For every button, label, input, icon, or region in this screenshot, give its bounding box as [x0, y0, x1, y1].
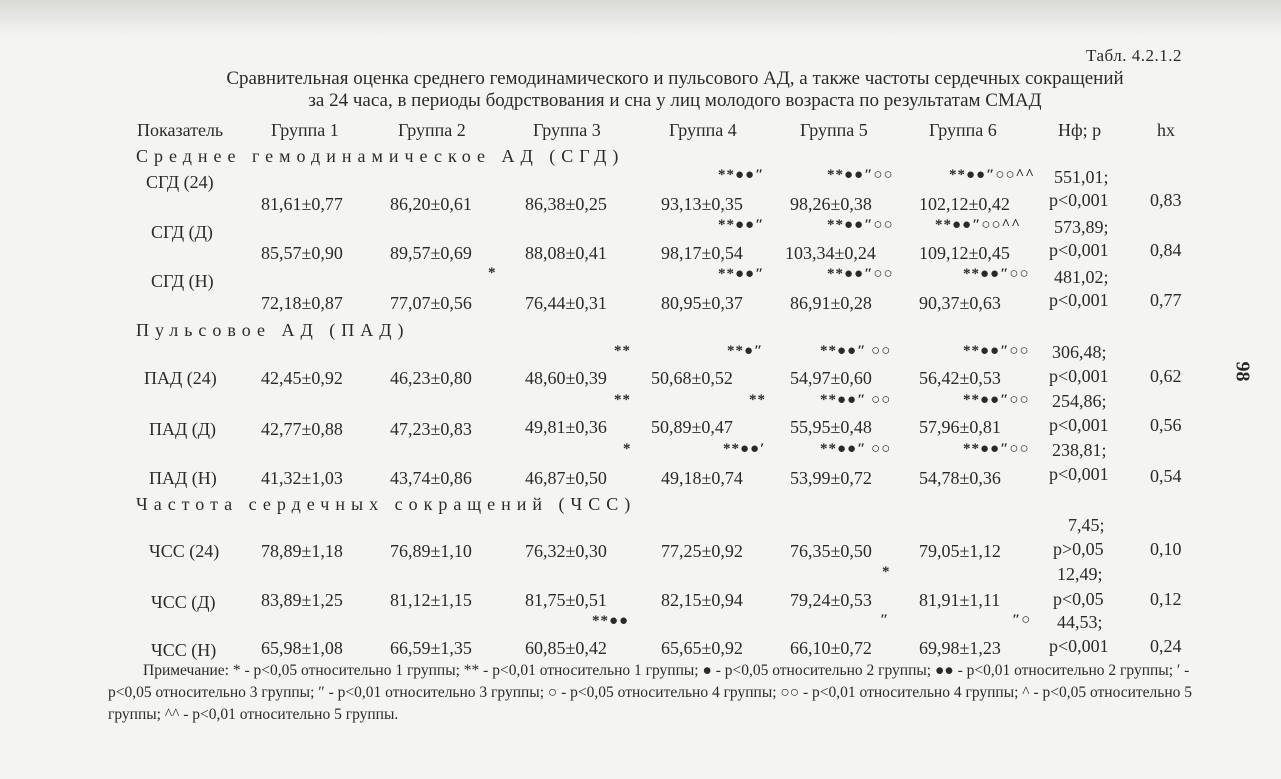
mark-r5-g3: * [623, 441, 632, 457]
label-r6: ЧСС (24) [149, 541, 220, 561]
val-r1-g4: 98,17±0,54 [661, 243, 743, 263]
nf-r4: 254,86; [1052, 391, 1107, 411]
val-r2-g5: 86,91±0,28 [790, 293, 872, 313]
p-r1: p<0,001 [1049, 240, 1109, 260]
val-r7-g4: 82,15±0,94 [661, 590, 743, 610]
scan-shadow [0, 0, 1281, 36]
footnote-text: Примечание: * - р<0,05 относительно 1 группы; ** - р<0,01 относительно 1 группы; ● - р<0,05 относительно 2 группы; ●● - р<0,01 относительно 2 группы; ′ - р<0,05 относительно 3 группы; ″ - р<0,01 относительно 3 группы; ○ - р<0,05 относительно 4 группы; ○○ - р<0,01 относительно 4 группы; ^ - р<0,05 относительно 5 группы; ^^ - р<0,01 относительно 5 группы. [108, 662, 1193, 723]
hx-r8: 0,24 [1150, 636, 1182, 656]
val-r5-g3: 46,87±0,50 [525, 468, 607, 488]
page-number-side: 98 [1231, 361, 1254, 382]
val-r1-g6: 109,12±0,45 [919, 243, 1010, 263]
header-indicator: Показатель [137, 120, 224, 140]
val-r5-g5: 53,99±0,72 [790, 468, 872, 488]
val-r2-g4: 80,95±0,37 [661, 293, 743, 313]
val-r3-g3: 48,60±0,39 [525, 368, 607, 388]
hx-r5: 0,54 [1150, 466, 1182, 486]
label-r2: СГД (Н) [151, 271, 214, 291]
header-group-2: Группа 2 [398, 120, 466, 140]
nf-r3: 306,48; [1052, 342, 1107, 362]
val-r4-g5: 55,95±0,48 [790, 417, 872, 437]
mark-r3-g3: ** [614, 343, 631, 359]
val-r7-g1: 83,89±1,25 [261, 590, 343, 610]
mark-r5-g6: **●●″○○ [963, 441, 1030, 457]
val-r4-g2: 47,23±0,83 [390, 419, 472, 439]
val-r5-g6: 54,78±0,36 [919, 468, 1001, 488]
table-title [150, 68, 1200, 112]
label-r8: ЧСС (Н) [151, 640, 217, 660]
val-r8-g6: 69,98±1,23 [919, 638, 1001, 658]
p-r6: p>0,05 [1053, 539, 1104, 559]
val-r4-g4: 50,89±0,47 [651, 417, 733, 437]
hx-r3: 0,62 [1150, 366, 1182, 386]
val-r7-g2: 81,12±1,15 [390, 590, 472, 610]
nf-r0: 551,01; [1054, 167, 1109, 187]
mark-r2-g4: **●●″ [718, 266, 765, 282]
mark-r4-g3: ** [614, 392, 631, 408]
p-r2: p<0,001 [1049, 290, 1109, 310]
label-r0: СГД (24) [146, 172, 214, 192]
val-r5-g4: 49,18±0,74 [661, 468, 743, 488]
mark-r5-g4: **●●′ [723, 441, 766, 457]
val-r5-g1: 41,32±1,03 [261, 468, 343, 488]
val-r3-g1: 42,45±0,92 [261, 368, 343, 388]
p-r4: p<0,001 [1049, 415, 1109, 435]
val-r2-g2: 77,07±0,56 [390, 293, 472, 313]
val-r6-g4: 77,25±0,92 [661, 541, 743, 561]
val-r7-g3: 81,75±0,51 [525, 590, 607, 610]
mark-r4-g5: **●●″ ○○ [820, 392, 892, 408]
val-r3-g2: 46,23±0,80 [390, 368, 472, 388]
val-r8-g5: 66,10±0,72 [790, 638, 872, 658]
nf-r6: 7,45; [1068, 515, 1105, 535]
mark-r2-g5: **●●″○○ [827, 266, 894, 282]
mark-r8-g3: **●● [592, 613, 630, 629]
val-r0-g1: 81,61±0,77 [261, 194, 343, 214]
mark-r1-g4: **●●″ [718, 217, 765, 233]
mark-r3-g6: **●●″○○ [963, 343, 1030, 359]
title-line-1: Сравнительная оценка среднего гемодинамического и пульсового АД, а также частоты сердечных сокращений [226, 68, 1124, 89]
mark-r0-g5: **●●″○○ [827, 167, 894, 183]
val-r8-g3: 60,85±0,42 [525, 638, 607, 658]
mark-r1-g5: **●●″○○ [827, 217, 894, 233]
table-number: Табл. 4.2.1.2 [1086, 46, 1182, 65]
header-group-3: Группа 3 [533, 120, 601, 140]
nf-r8: 44,53; [1057, 612, 1103, 632]
mark-r1-g6: **●●″○○^^ [935, 217, 1021, 233]
table-footnote [108, 660, 1208, 726]
mark-r4-g4: ** [749, 392, 766, 408]
val-r5-g2: 43,74±0,86 [390, 468, 472, 488]
mark-r5-g5: **●●″ ○○ [820, 441, 892, 457]
val-r0-g5: 98,26±0,38 [790, 194, 872, 214]
mark-r2-g6: **●●″○○ [963, 266, 1030, 282]
val-r3-g5: 54,97±0,60 [790, 368, 872, 388]
hx-r2: 0,77 [1150, 290, 1182, 310]
hx-r4: 0,56 [1150, 415, 1182, 435]
label-r4: ПАД (Д) [149, 419, 217, 439]
val-r4-g6: 57,96±0,81 [919, 417, 1001, 437]
val-r3-g6: 56,42±0,53 [919, 368, 1001, 388]
hx-r7: 0,12 [1150, 589, 1182, 609]
header-hx: hx [1157, 120, 1175, 140]
hx-r6: 0,10 [1150, 539, 1182, 559]
mark-r3-g5: **●●″ ○○ [820, 343, 892, 359]
nf-r5: 238,81; [1052, 440, 1107, 460]
hx-r1: 0,84 [1150, 240, 1182, 260]
label-r7: ЧСС (Д) [151, 592, 216, 612]
val-r1-g5: 103,34±0,24 [785, 243, 876, 263]
mark-r2-g2: * [488, 265, 497, 281]
val-r0-g6: 102,12±0,42 [919, 194, 1010, 214]
mark-r0-g6: **●●″○○^^ [949, 167, 1035, 183]
nf-r1: 573,89; [1054, 217, 1109, 237]
val-r6-g6: 79,05±1,12 [919, 541, 1001, 561]
header-nf-p: Нф; р [1058, 120, 1102, 140]
val-r2-g1: 72,18±0,87 [261, 293, 343, 313]
header-group-1: Группа 1 [271, 120, 339, 140]
label-r5: ПАД (Н) [149, 468, 217, 488]
header-group-4: Группа 4 [669, 120, 737, 140]
val-r7-g6: 81,91±1,11 [919, 590, 1001, 610]
hx-r0: 0,83 [1150, 190, 1182, 210]
val-r0-g2: 86,20±0,61 [390, 194, 472, 214]
nf-r7: 12,49; [1057, 564, 1103, 584]
mark-r7-g5: * [882, 564, 891, 580]
nf-r2: 481,02; [1054, 267, 1109, 287]
p-r3: p<0,001 [1049, 366, 1109, 386]
val-r0-g3: 86,38±0,25 [525, 194, 607, 214]
mark-r8-g6: ″○ [1012, 612, 1032, 628]
val-r4-g3: 49,81±0,36 [525, 417, 607, 437]
p-r8: p<0,001 [1049, 636, 1109, 656]
val-r7-g5: 79,24±0,53 [790, 590, 872, 610]
mark-r3-g4: **●″ [727, 343, 764, 359]
section-pad: Пульсовое АД (ПАД) [136, 320, 410, 340]
val-r4-g1: 42,77±0,88 [261, 419, 343, 439]
val-r6-g3: 76,32±0,30 [525, 541, 607, 561]
val-r2-g6: 90,37±0,63 [919, 293, 1001, 313]
val-r6-g2: 76,89±1,10 [390, 541, 472, 561]
section-chss: Частота сердечных сокращений (ЧСС) [136, 494, 637, 514]
val-r1-g1: 85,57±0,90 [261, 243, 343, 263]
section-sgd: Среднее гемодинамическое АД (СГД) [136, 146, 625, 166]
val-r1-g3: 88,08±0,41 [525, 243, 607, 263]
val-r1-g2: 89,57±0,69 [390, 243, 472, 263]
val-r8-g2: 66,59±1,35 [390, 638, 472, 658]
p-r5: p<0,001 [1049, 464, 1109, 484]
p-r7: p<0,05 [1053, 589, 1104, 609]
mark-r8-g5: ″ [880, 612, 890, 628]
header-group-5: Группа 5 [800, 120, 868, 140]
val-r6-g5: 76,35±0,50 [790, 541, 872, 561]
p-r0: p<0,001 [1049, 190, 1109, 210]
val-r8-g1: 65,98±1,08 [261, 638, 343, 658]
val-r0-g4: 93,13±0,35 [661, 194, 743, 214]
title-line-2: за 24 часа, в периоды бодрствования и сна у лиц молодого возраста по результатам СМАД [308, 90, 1042, 111]
val-r8-g4: 65,65±0,92 [661, 638, 743, 658]
label-r3: ПАД (24) [144, 368, 217, 388]
header-group-6: Группа 6 [929, 120, 997, 140]
label-r1: СГД (Д) [151, 222, 213, 242]
val-r6-g1: 78,89±1,18 [261, 541, 343, 561]
mark-r0-g4: **●●″ [718, 167, 765, 183]
val-r2-g3: 76,44±0,31 [525, 293, 607, 313]
mark-r4-g6: **●●″○○ [963, 392, 1030, 408]
val-r3-g4: 50,68±0,52 [651, 368, 733, 388]
